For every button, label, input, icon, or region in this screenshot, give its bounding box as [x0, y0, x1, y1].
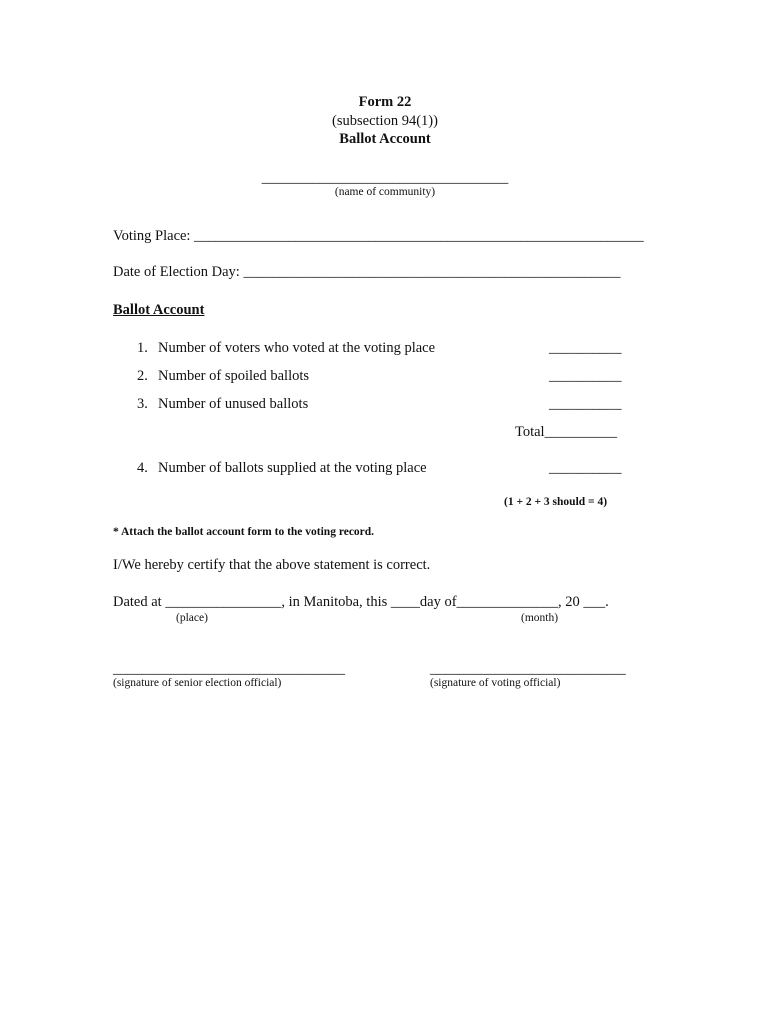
senior-signature-caption: (signature of senior election official) [113, 677, 282, 689]
item-label: Number of spoiled ballots [158, 368, 310, 384]
item-blank[interactable]: __________ [549, 460, 622, 476]
voting-signature-line[interactable]: ___________________________ [430, 661, 626, 677]
item-blank[interactable]: __________ [549, 368, 622, 384]
item-blank[interactable]: __________ [549, 396, 622, 412]
item-number: 1. [137, 340, 148, 356]
item-label: Number of ballots supplied at the voting place [158, 460, 427, 476]
voting-place-field[interactable]: Voting Place: ______________________________________________________________ [113, 228, 644, 244]
community-caption: (name of community) [334, 186, 436, 198]
item-number: 3. [137, 396, 148, 412]
form-number: Form 22 [358, 94, 412, 110]
senior-signature-line[interactable]: ________________________________ [113, 661, 345, 677]
item-blank[interactable]: __________ [549, 340, 622, 356]
item-number: 4. [137, 460, 148, 476]
attach-note: * Attach the ballot account form to the voting record. [113, 526, 375, 538]
total-field[interactable]: Total__________ [515, 424, 618, 440]
election-day-field[interactable]: Date of Election Day: ____________________________________________________ [113, 264, 621, 280]
item-label: Number of unused ballots [158, 396, 309, 412]
place-caption: (place) [176, 612, 208, 624]
voting-signature-caption: (signature of voting official) [430, 677, 561, 689]
subsection-reference: (subsection 94(1)) [332, 113, 438, 129]
section-heading: Ballot Account [113, 302, 205, 318]
page-title: Ballot Account [339, 131, 431, 147]
item-number: 2. [137, 368, 148, 384]
certify-statement: I/We hereby certify that the above statement is correct. [113, 557, 431, 573]
community-line[interactable]: __________________________________ [261, 170, 509, 186]
sum-check-note: (1 + 2 + 3 should = 4) [504, 496, 608, 508]
item-label: Number of voters who voted at the voting place [158, 340, 436, 356]
dated-line[interactable]: Dated at ________________, in Manitoba, this ____day of______________, 20 ___. [113, 594, 609, 610]
month-caption: (month) [521, 612, 559, 624]
